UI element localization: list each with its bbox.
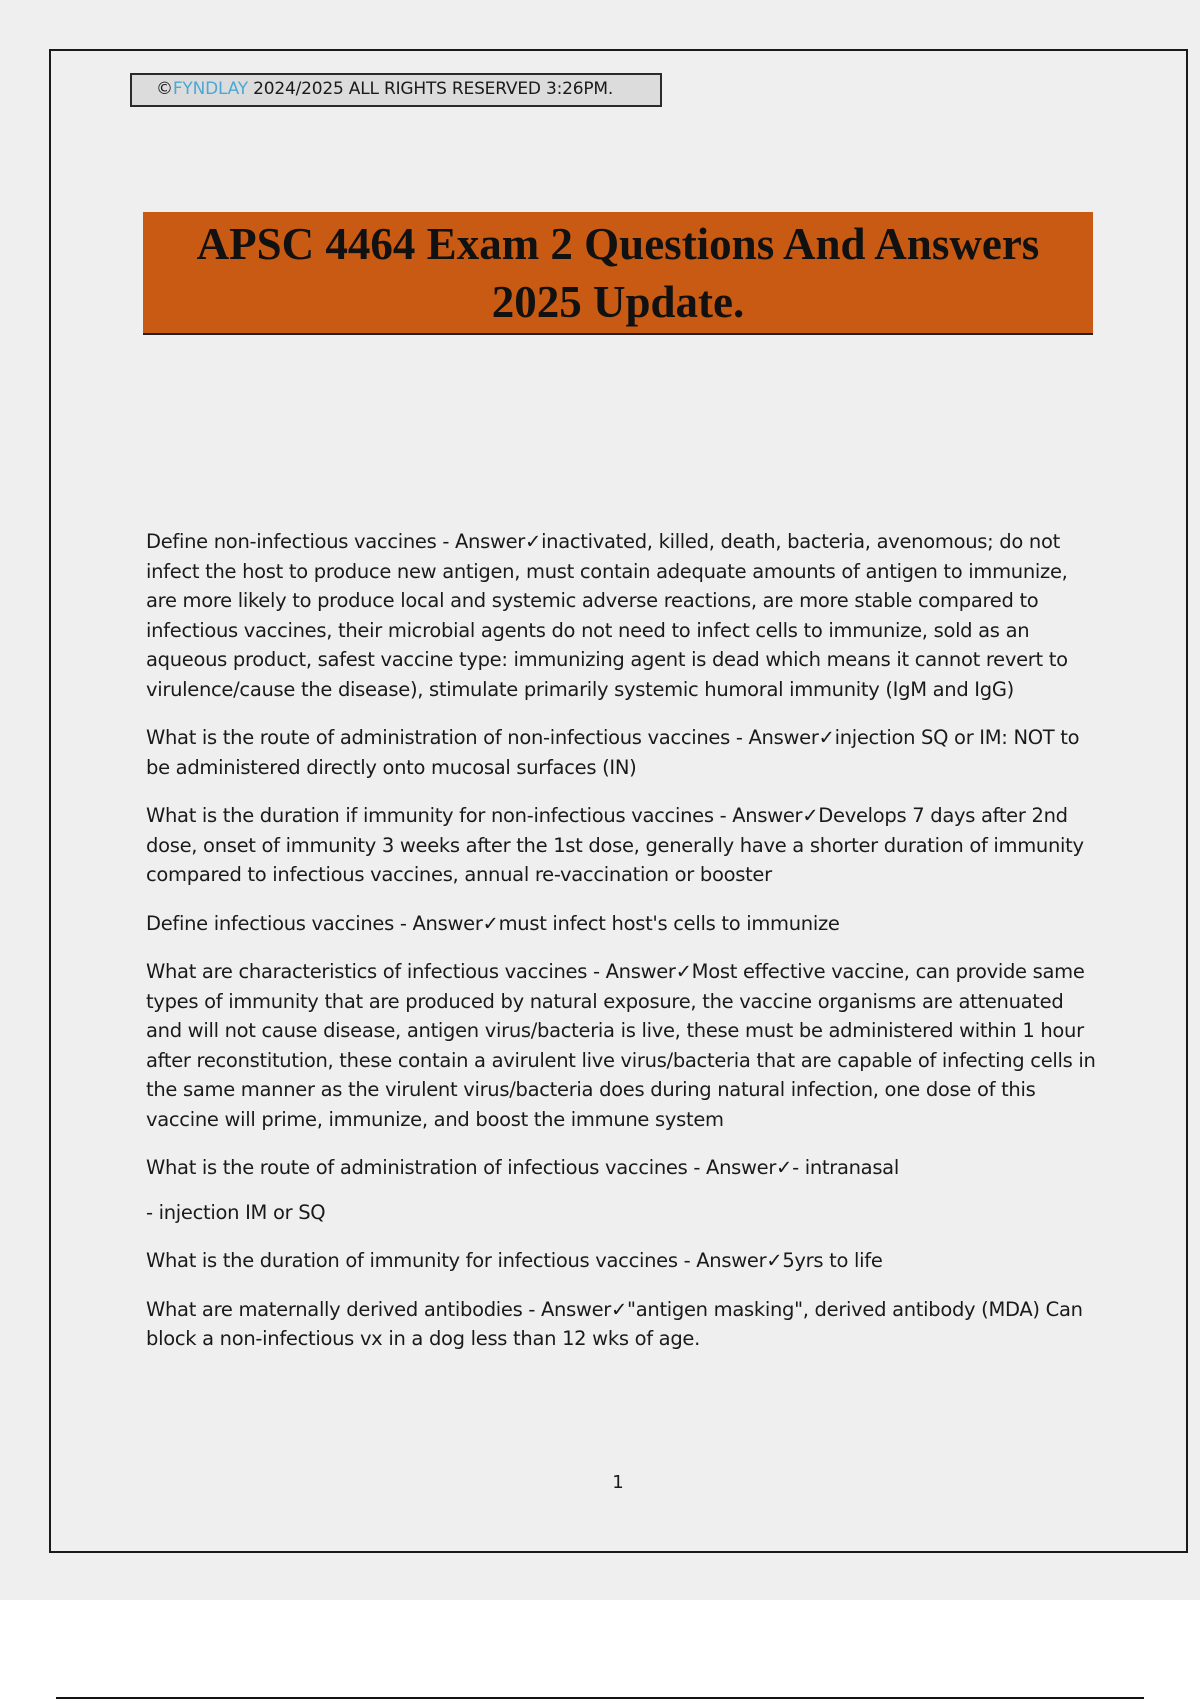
- page-number: 1: [612, 1472, 624, 1493]
- title-line-2: 2025 Update.: [491, 276, 745, 327]
- qa-item: What is the route of administration of infectious vaccines - Answer✓- intranasal: [146, 1156, 899, 1179]
- title-line-1: APSC 4464 Exam 2 Questions And Answers: [196, 218, 1040, 269]
- qa-item: What is the duration if immunity for non-infectious vaccines - Answer✓Develops 7 days after 2nd dose, onset of immunity 3 weeks after the 1st dose, generally have a shorter duration of immunity compared to infectious vaccines, annual re-vaccination or booster: [146, 804, 1084, 886]
- copyright-symbol: ©: [156, 79, 173, 99]
- divider: [56, 1697, 1144, 1699]
- qa-item: Define infectious vaccines - Answer✓must infect host's cells to immunize: [146, 911, 840, 935]
- title-banner: [143, 212, 1093, 335]
- qa-item: What is the duration of immunity for infectious vaccines - Answer✓5yrs to life: [146, 1249, 883, 1272]
- qa-item: What are characteristics of infectious vaccines - Answer✓Most effective vaccine, can provide same types of immunity that are produced by natural exposure, the vaccine organisms are attenuated and will not cause disease, antigen virus/bacteria is live, these must be administered within 1 hour after reconstitution, these contain a avirulent live virus/bacteria that are capable of infecting cells in the same manner as the virulent virus/bacteria does during natural infection, one dose of this vaccine will prime, immunize, and boost the immune system: [146, 960, 1096, 1131]
- qa-item: Define non-infectious vaccines - Answer✓inactivated, killed, death, bacteria, avenomous; do not infect the host to produce new antigen, must contain adequate amounts of antigen to immunize, are more likely to produce local and systemic adverse reactions, are more stable compared to infectious vaccines, their microbial agents do not need to infect cells to immunize, sold as an aqueous product, safest vaccine type: immunizing agent is dead which means it cannot revert to virulence/cause the disease), stimulate primarily systemic humoral immunity (IgM and IgG): [146, 530, 1068, 701]
- qa-item: What is the route of administration of non-infectious vaccines - Answer✓injection SQ or IM: NOT to be administered directly onto mucosal surfaces (IN): [146, 726, 1080, 779]
- qa-item: - injection IM or SQ: [146, 1200, 326, 1224]
- copyright-text: 2024/2025 ALL RIGHTS RESERVED 3:26PM.: [247, 79, 614, 99]
- copyright-notice: [130, 73, 662, 107]
- qa-list: [146, 527, 1096, 1373]
- qa-item: What are maternally derived antibodies - Answer✓"antigen masking", derived antibody (MDA) Can block a non-infectious vx in a dog less than 12 wks of age.: [146, 1297, 1083, 1350]
- brand-link[interactable]: FYNDLAY: [172, 79, 248, 99]
